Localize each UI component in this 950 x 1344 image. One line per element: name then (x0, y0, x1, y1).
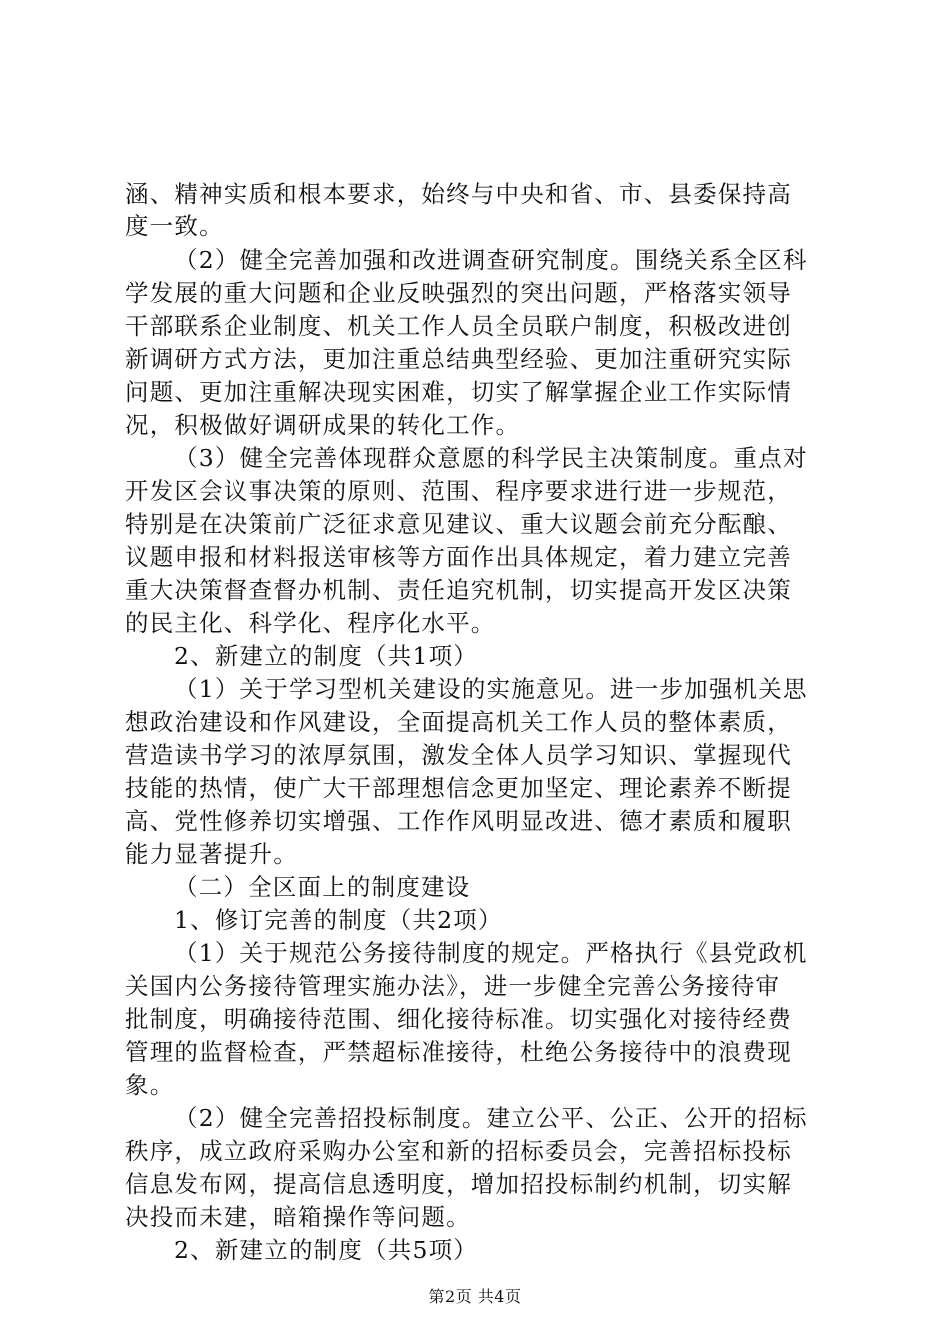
text-line: 能力显著提升。 (125, 840, 298, 868)
text-line: 技能的热情，使广大干部理想信念更加坚定、理论素养不断提 (125, 774, 792, 802)
text-line: 开发区会议事决策的原则、范围、程序要求进行进一步规范， (125, 477, 792, 505)
text-line: 批制度，明确接待范围、细化接待标准。切实强化对接待经费 (125, 1005, 792, 1033)
section-heading: 2、新建立的制度（共5项） (174, 1236, 479, 1264)
text-line: 决投而未建，暗箱操作等问题。 (125, 1203, 471, 1231)
text-line: 秩序，成立政府采购办公室和新的招标委员会，完善招标投标 (125, 1137, 792, 1165)
text-line: 况，积极做好调研成果的转化工作。 (125, 411, 521, 439)
text-line: 特别是在决策前广泛征求意见建议、重大议题会前充分酝酿、 (125, 510, 792, 538)
text-line: 关国内公务接待管理实施办法》，进一步健全完善公务接待审 (125, 972, 781, 1000)
text-line: 的民主化、科学化、程序化水平。 (125, 609, 496, 637)
paragraph-start: （1）关于规范公务接待制度的规定。严格执行《县党政机 (174, 939, 808, 967)
page-footer: 第2页 共4页 (428, 1287, 522, 1306)
text-line: 问题、更加注重解决现实困难，切实了解掌握企业工作实际情 (125, 378, 792, 406)
paragraph-start: （1）关于学习型机关建设的实施意见。进一步加强机关思 (174, 675, 808, 703)
section-heading: 2、新建立的制度（共1项） (174, 642, 479, 670)
text-line: 管理的监督检查，严禁超标准接待，杜绝公务接待中的浪费现 (125, 1038, 792, 1066)
text-line: 信息发布网，提高信息透明度，增加招投标制约机制，切实解 (125, 1170, 792, 1198)
section-heading: 1、修订完善的制度（共2项） (174, 906, 503, 934)
text-line: 干部联系企业制度、机关工作人员全员联户制度，积极改进创 (125, 312, 792, 340)
text-line: 学发展的重大问题和企业反映强烈的突出问题，严格落实领导 (125, 279, 792, 307)
paragraph-start: （2）健全完善加强和改进调查研究制度。围绕关系全区科 (174, 246, 808, 274)
text-line: 涵、精神实质和根本要求，始终与中央和省、市、县委保持高 (125, 180, 792, 208)
text-line: 高、党性修养切实增强、工作作风明显改进、德才素质和履职 (125, 807, 792, 835)
text-line: 重大决策督查督办机制、责任追究机制，切实提高开发区决策 (125, 576, 792, 604)
text-line: 营造读书学习的浓厚氛围，激发全体人员学习知识、掌握现代 (125, 741, 792, 769)
text-line: 新调研方式方法，更加注重总结典型经验、更加注重研究实际 (125, 345, 792, 373)
section-heading: （二）全区面上的制度建设 (174, 873, 471, 901)
text-line: 议题申报和材料报送审核等方面作出具体规定，着力建立完善 (125, 543, 792, 571)
paragraph-start: （3）健全完善体现群众意愿的科学民主决策制度。重点对 (174, 444, 808, 472)
paragraph-start: （2）健全完善招投标制度。建立公平、公正、公开的招标 (174, 1104, 808, 1132)
text-line: 象。 (125, 1071, 175, 1099)
text-line: 度一致。 (125, 212, 224, 240)
text-line: 想政治建设和作风建设，全面提高机关工作人员的整体素质， (125, 708, 792, 736)
